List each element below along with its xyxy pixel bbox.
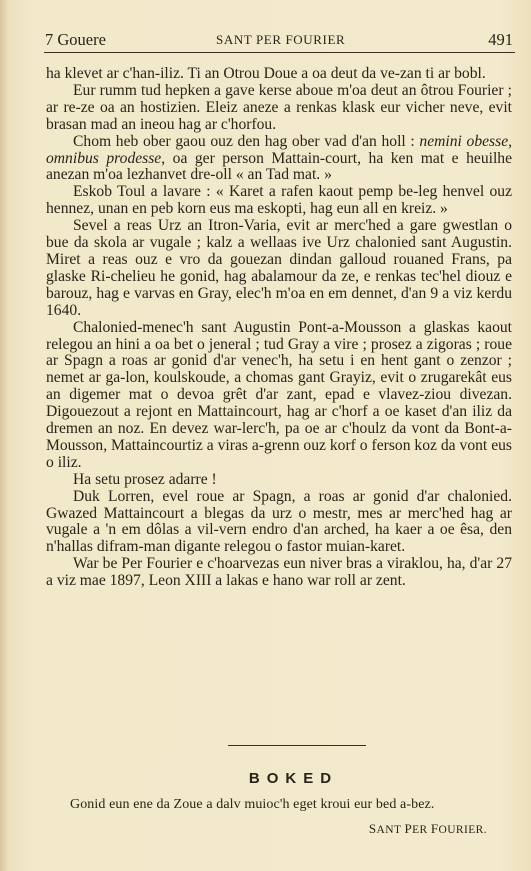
header-date: 7 Gouere — [45, 30, 106, 49]
paragraph: ha klevet ar c'han-iliz. Ti an Otrou Doue a oa deut da ve-zan ti ar bobl. — [46, 65, 486, 82]
header-rule — [44, 52, 515, 53]
section-separator — [228, 745, 366, 746]
paragraph: Duk Lorren, evel roue ar Spagn, a roas ar gonid d'ar chalonied. Gwazed Mattaincourt a blegas da urz o mestr, mes ar merc'hed hag ar vugale a 'n em dôlas a vil-vern endro d'an arched, ha kaer a oe êsa, den n'hallas difram-man digante relegou o fastor muian-karet. — [46, 487, 512, 556]
header-title: SANT PER FOURIER — [216, 32, 346, 47]
proverb-text: Gonid eun ene da Zoue a dalv muioc'h eget kroui eur bed a-bez. — [70, 797, 435, 812]
signature: SANT PER FOURIER. — [368, 821, 487, 836]
page-spine-shadow — [0, 0, 8, 871]
paragraph: Sevel a reas Urz an Itron-Varia, evit ar merc'hed a gare gwestlan o bue da skola ar vugale ; kalz a wellaas ive Urz chalonied sant Augustin. Miret a reas ouz e vro da gouezan dindan galloud rouaned Frans, pa glaske Ri-chelieu he gonid, hag abalamour da ze, e renkas tec'hel diouz e barouz, hag e varvas en Gray, elec'h m'oa en em dennet, d'an 9 a viz kerdu 1640. — [46, 217, 512, 319]
paragraph: Ha setu prosez adarre ! — [73, 470, 217, 488]
latin-motto: nemini obesse, omnibus prodesse — [46, 132, 513, 167]
boked-heading: BOKED — [248, 770, 339, 787]
paragraph: War be Per Fourier e c'hoarvezas eun niver bras a viraklou, ha, d'ar 27 a viz mae 1897, Leon XIII a lakas e hano war roll ar zent. — [46, 555, 512, 590]
paragraph: Eur rumm tud hepken a gave kerse aboue m'oa deut an ôtrou Fourier ; ar re-ze oa an hostizien. Eleiz aneze a renkas klask eur vicher neve, evit brasan mad an ineou hag ar c'horfou. — [46, 81, 512, 133]
running-header — [40, 30, 517, 52]
paragraph: Eskob Toul a lavare : « Karet a rafen kaout pemp be-leg henvel ouz hennez, unan en peb korn eus ma eskopti, hag eun all en kreiz. » — [46, 183, 512, 218]
page-number: 491 — [488, 30, 513, 49]
paragraph-latin: Chom heb ober gaou ouz den hag ober vad d'an holl : nemini obesse, omnibus prodesse, oa ger person Mattain-court, ha ken mat e heuilhe anezan m'oa lezhanvet dre-oll « an Tad mat. » — [46, 132, 513, 184]
paragraph: Chalonied-menec'h sant Augustin Pont-a-Mousson a glaskas kaout relegou an hini a oa bet o jeneral ; tud Gray a vire ; prosez a zigoras ; roue ar Spagn a roas ar gonid d'ar venec'h, ha setu i en hent gant o zenzor ; nemet ar ga-lon, koulskoude, a chomas gant Grayiz, evit o zrugarekât eus an digemer mat o devoa grêt d'ar zant, epad e vlavez-ziou divezan. Digouezout a rejont en Mattaincourt, hag ar c'horf a oe kaset d'an iliz da dremen an noz. En devez war-lerc'h, pa oe ar c'houlz da vont da Bont-a-Mousson, Mattaincourtiz a viras a-grenn ouz korf o ferson koz da vont eus o iliz. — [46, 318, 512, 471]
body-text — [46, 66, 512, 590]
